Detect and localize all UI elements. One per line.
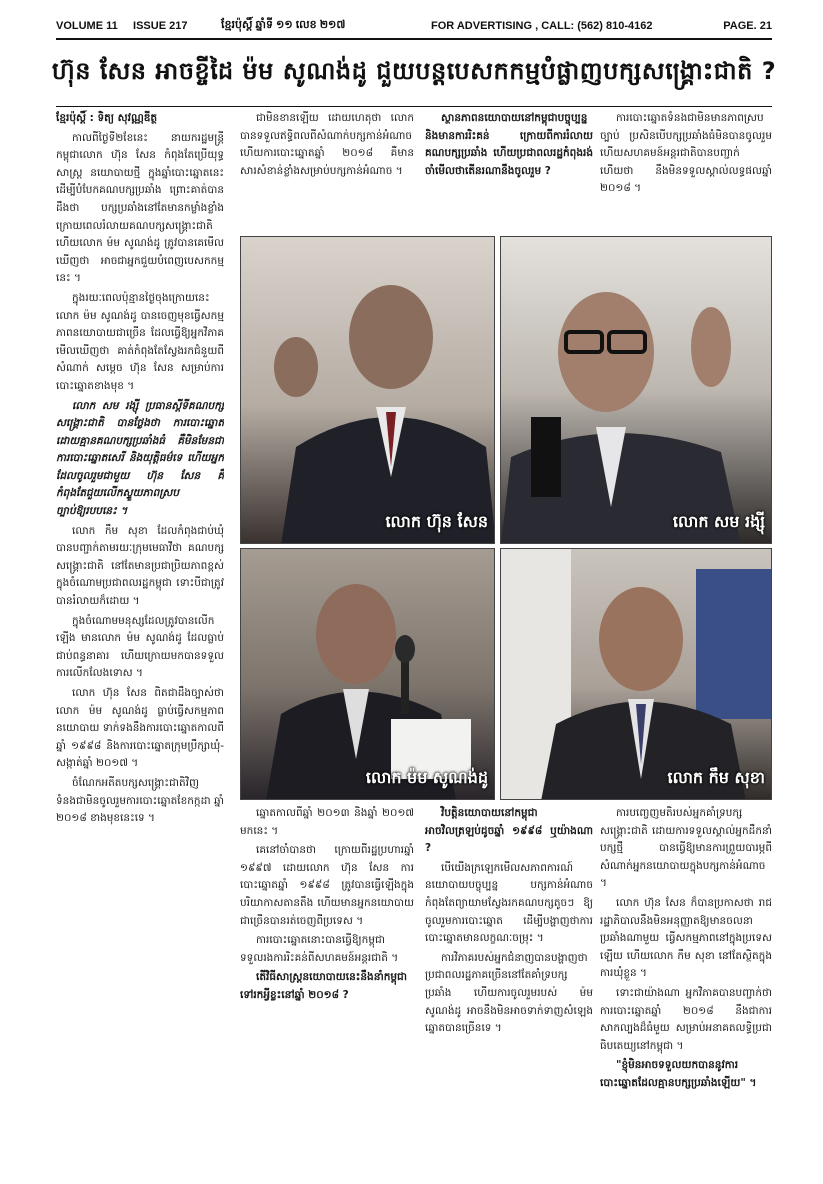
article-column-2-top bbox=[240, 110, 414, 226]
paragraph: ការបោះឆ្នោតនោះបានធ្វើឱ្យកម្ពុជាទទួលរងការរិះគន់ពីសហគមន៍អន្តរជាតិ ។ bbox=[240, 934, 399, 964]
portrait-silhouette bbox=[241, 549, 495, 800]
portrait-silhouette bbox=[501, 237, 772, 544]
paragraph: លោក ហ៊ុន សែន ពិតជាដឹងច្បាស់ថា លោក ម៉ម សូណង់ដូ ធ្លាប់ធ្វើសកម្មភាពនយោបាយ ទាក់ទងនឹងការបោះឆ្នោតកាលពីឆ្នាំ ១៩៩៨ និងការបោះឆ្នោតក្រុមប្រឹក្សាឃុំ-សង្កាត់ឆ្នាំ ២០១៧ ។ bbox=[56, 687, 224, 770]
quote-paragraph: "ខ្ញុំមិនអាចទទួលយកបាននូវការបោះឆ្នោតដែលគ្មានបក្សប្រឆាំងឡើយ" ។ bbox=[600, 1059, 757, 1089]
subheading: ស្ថានភាពនយោបាយនៅកម្ពុជាបច្ចុប្បន្ន និងមានការរិះគន់ ក្រោយពីការរំលាយគណបក្សប្រឆាំង ហើយប្រជាពលរដ្ឋកំពុងរង់ចាំមើលថាតើនរណានឹងចូលរួម ? bbox=[425, 112, 593, 177]
portrait-silhouette bbox=[241, 237, 495, 544]
paragraph: ក្នុងរយៈពេលប៉ុន្មានថ្ងៃចុងក្រោយនេះ លោក ម៉ម សូណង់ដូ បានចេញមុខធ្វើសកម្មភាពនយោបាយជាច្រើន ដែលធ្វើឱ្យអ្នកវិភាគមើលឃើញថា គាត់កំពុងតែស្វែងរកជំនួយពីសំណាក់ សម្ដេច ហ៊ុន សែន សម្រាប់ការបោះឆ្នោតខាងមុខ ។ bbox=[56, 291, 224, 392]
advertising-contact: FOR ADVERTISING , CALL: (562) 810-4162 bbox=[431, 20, 653, 32]
paragraph: ចំណែកអតីតបក្សសង្គ្រោះជាតិវិញ ទំនងជាមិនចូលរួមការបោះឆ្នោតខែកក្កដា ឆ្នាំ ២០១៨ ខាងមុខនេះទេ ។ bbox=[56, 776, 224, 825]
volume-issue bbox=[56, 20, 221, 32]
paragraph: ការវិភាគរបស់អ្នកជំនាញបានបង្ហាញថា ប្រជាពលរដ្ឋភាគច្រើននៅតែគាំទ្របក្សប្រឆាំង ហើយការចូលរួមរបស់ ម៉ម សូណង់ដូ អាចនឹងមិនអាចទាក់ទាញសំឡេងឆ្នោតបានច្រើនទេ ។ bbox=[425, 951, 593, 1035]
paragraph: គេនៅចាំបានថា ក្រោយពីរដ្ឋប្រហារឆ្នាំ ១៩៩៧ ដោយលោក ហ៊ុន សែន ការបោះឆ្នោតឆ្នាំ ១៩៩៨ ត្រូវបានធ្វើឡើងក្នុងបរិយាកាសតានតឹង ហើយមានអ្នកនយោបាយជាច្រើនបានរត់ចេញពីប្រទេស ។ bbox=[240, 844, 414, 927]
page-number: PAGE. 21 bbox=[723, 20, 772, 32]
paragraph: ឆ្នោតកាលពីឆ្នាំ ២០១៣ និងឆ្នាំ ២០១៧ មកនេះ ។ bbox=[240, 807, 414, 837]
photo-hun-sen bbox=[240, 236, 495, 544]
paragraph: លោក កឹម សុខា ដែលកំពុងជាប់ឃុំ បានបញ្ជាក់តាមរយៈក្រុមមេធាវីថា គណបក្សសង្គ្រោះជាតិ នៅតែមានប្រជាប្រិយភាពខ្ពស់ ក្នុងចំណោមប្រជាពលរដ្ឋកម្ពុជា ទោះបីជាត្រូវបានរំលាយក៏ដោយ ។ bbox=[56, 524, 224, 608]
paragraph: ជាមិនខានឡើយ ដោយហេតុថា លោកបានទទួលឥទ្ធិពលពីសំណាក់បក្សកាន់អំណាច ហើយការបោះឆ្នោតឆ្នាំ ២០១៨ គឺមានសារសំខាន់ខ្លាំងសម្រាប់បក្សកាន់អំណាច ។ bbox=[240, 112, 414, 177]
header-divider bbox=[56, 38, 772, 40]
article-column-3-top bbox=[425, 110, 593, 226]
quote-paragraph: លោក សម រង្ស៊ី ប្រធានស្ដីទីគណបក្សសង្គ្រោះជាតិ បានថ្លែងថា ការបោះឆ្នោតដោយគ្មានគណបក្សប្រឆាំងធំ គឺមិនមែនជាការបោះឆ្នោតសេរី និងយុត្តិធម៌ទេ ហើយអ្នកដែលចូលរួមជាមួយ ហ៊ុន សែន គឺកំពុងតែជួយលើកស្ទួយភាពស្របច្បាប់ឱ្យរបបនេះ ។ bbox=[56, 399, 224, 518]
paragraph: កាលពីថ្ងៃទី២ខែនេះ នាយករដ្ឋមន្ត្រីកម្ពុជាលោក ហ៊ុន សែន កំពុងតែប្រើយុទ្ធសាស្ត្រ នយោបាយថ្មី ក្នុងឆ្នាំបោះឆ្នោតនេះ ដើម្បីបំបែកគណបក្សប្រឆាំង ព្រោះគាត់បានដឹងថា បក្សប្រឆាំងនៅតែមានកម្លាំងខ្លាំង ក្រោយពេលរំលាយគណបក្សសង្គ្រោះជាតិ ហើយលោក ម៉ម សូណង់ដូ ត្រូវបានគេមើលឃើញថា អាចជាអ្នកជួយបំពេញបេសកកម្មនេះ ។ bbox=[56, 131, 224, 285]
paragraph: លោក ហ៊ុន សែន ក៏បានប្រកាសថា រាជរដ្ឋាភិបាលនឹងមិនអនុញ្ញាតឱ្យមានចលនាប្រឆាំងណាមួយ ធ្វើសកម្មភាពនៅក្នុងប្រទេសឡើយ ហើយលោក កឹម សុខា នៅតែស្ថិតក្នុងការឃុំខ្លួន ។ bbox=[600, 896, 772, 980]
issue-label: ISSUE 217 bbox=[133, 20, 188, 32]
photo-caption: លោក កឹម សុខា bbox=[667, 768, 765, 787]
photo-kem-sokha bbox=[500, 548, 772, 800]
article-column-4-bottom bbox=[600, 805, 772, 1172]
photo-caption: លោក សម រង្ស៊ី bbox=[672, 512, 765, 531]
article-headline: ហ៊ុន សែន អាចខ្ចីដៃ ម៉ម សូណង់ដូ ជួយបន្តបេសកកម្មបំផ្លាញបក្សសង្គ្រោះជាតិ ? bbox=[51, 56, 777, 85]
article-column-4-top bbox=[600, 110, 772, 226]
article-column-3-bottom bbox=[425, 805, 593, 1172]
volume-label: VOLUME 11 bbox=[56, 20, 118, 32]
photo-sam-rainsy bbox=[500, 236, 772, 544]
paragraph: ការបញ្ចេញមតិរបស់អ្នកគាំទ្របក្សសង្គ្រោះជាតិ ដោយការទទួលស្គាល់អ្នកដឹកនាំបក្សថ្មី បានធ្វើឱ្យមានការព្រួយបារម្ភពីសំណាក់អ្នកនយោបាយក្នុងបក្សកាន់អំណាច ។ bbox=[600, 807, 772, 890]
subheading: វិបត្តិនយោបាយនៅកម្ពុជាអាចវិលត្រឡប់ដូចឆ្នាំ ១៩៩៨ ឬយ៉ាងណា ? bbox=[425, 807, 593, 855]
byline: ខ្មែរប៉ុស្ដិ៍ : ទិត្យ សុវណ្ណឌីត្ថ bbox=[56, 112, 158, 124]
paragraph: ក្នុងចំណោមមនុស្សដែលត្រូវបានលើកឡើង មានលោក ម៉ម សូណង់ដូ ដែលធ្លាប់ជាប់ពន្ធនាគារ ហើយក្រោយមកបានទទួលការលើកលែងទោស ។ bbox=[56, 614, 224, 680]
headline-divider bbox=[56, 106, 772, 107]
photo-caption: លោក ម៉ម សូណង់ដូ bbox=[365, 768, 488, 787]
paragraph: ទោះជាយ៉ាងណា អ្នកវិភាគបានបញ្ជាក់ថា ការបោះឆ្នោតឆ្នាំ ២០១៨ នឹងជាការសាកល្បងដ៏ធំមួយ សម្រាប់អនាគតលទ្ធិប្រជាធិបតេយ្យនៅកម្ពុជា ។ bbox=[600, 986, 772, 1052]
photo-mam-sonando bbox=[240, 548, 495, 800]
portrait-silhouette bbox=[501, 549, 772, 800]
article-column-2-bottom bbox=[240, 805, 414, 1172]
paragraph: បើយើងក្រឡេកមើលសភាពការណ៍នយោបាយបច្ចុប្បន្ន បក្សកាន់អំណាចកំពុងតែព្យាយាមស្វែងរកគណបក្សតូចៗ ឱ្យចូលរួមការបោះឆ្នោត ដើម្បីបង្ហាញថាការបោះឆ្នោតមានលក្ខណៈចម្រុះ ។ bbox=[425, 861, 593, 945]
page-header bbox=[56, 16, 772, 36]
paragraph: ការបោះឆ្នោតទំនងជាមិនមានភាពស្របច្បាប់ ប្រសិនបើបក្សប្រឆាំងធំមិនបានចូលរួម ហើយសហគមន៍អន្តរជាតិបានបញ្ជាក់ហើយថា នឹងមិនទទួលស្គាល់លទ្ធផលឆ្នាំ ២០១៨ ។ bbox=[600, 112, 772, 195]
article-column-1 bbox=[56, 110, 224, 1172]
subheading: តើវិធីសាស្ត្រនយោបាយនេះនឹងនាំកម្ពុជាទៅរកអ្វីខ្លះនៅឆ្នាំ ២០១៨ ? bbox=[240, 971, 408, 1001]
photo-caption: លោក ហ៊ុន សែន bbox=[385, 512, 488, 531]
khmer-date: ខ្មែរប៉ុស្ដិ៍ ឆ្នាំទី ១១ លេខ ២១៧ bbox=[221, 19, 346, 31]
